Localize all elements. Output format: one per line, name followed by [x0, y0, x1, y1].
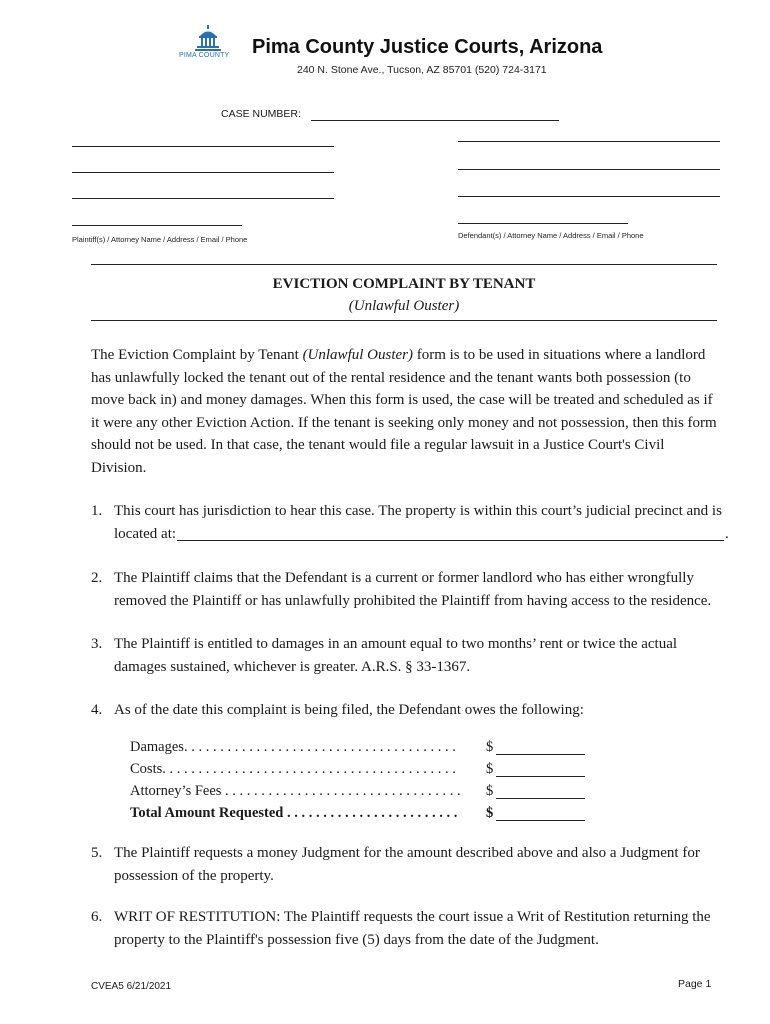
dollar-sign: $ — [486, 805, 494, 821]
dollar-sign: $ — [486, 761, 494, 777]
item-text: damages sustained, whichever is greater. A.R.S. § 33-1367. — [114, 659, 471, 675]
form-id: CVEA5 6/21/2021 — [91, 981, 172, 992]
plaintiff-line[interactable] — [72, 198, 334, 199]
item-text: located at: — [114, 526, 177, 542]
item-number: 5. — [91, 845, 103, 861]
item-text: The Plaintiff requests a money Judgment for the amount described above and also a Judgment for — [114, 845, 700, 861]
property-address-field[interactable] — [177, 540, 724, 541]
item-text: The Plaintiff claims that the Defendant is a current or former landlord who has either wrongfully — [114, 570, 694, 586]
amount-label: Damages. . . . . . . . . . . . . . . . . . . . . . . . . . . . . . . . . . . . . . — [130, 739, 456, 755]
court-logo — [176, 25, 240, 61]
item-number: 3. — [91, 636, 103, 652]
amount-label: Costs. . . . . . . . . . . . . . . . . . . . . . . . . . . . . . . . . . . . . . . . . — [130, 761, 456, 777]
court-address: 240 N. Stone Ave., Tucson, AZ 85701 (520) 724-3171 — [297, 64, 547, 76]
plaintiff-line[interactable] — [72, 146, 334, 147]
page-number: Page 1 — [678, 978, 712, 990]
item-text: possession of the property. — [114, 868, 274, 884]
amount-label: Total Amount Requested . . . . . . . . . . . . . . . . . . . . . . . . — [130, 805, 458, 821]
attorney-fees-amount-field[interactable] — [496, 798, 585, 799]
intro-text: form is to be used in situations where a landlord has unlawfully locked the tenant out of the rental residence and the tenant wants both possession (to move back in) and money damages. When this form is used, the case will be treated and scheduled as if it were any other Eviction Action. If the tenant is seeking only money and not possession, then this form should not be used. In that case, the tenant would file a regular lawsuit in a Justice Court's Civil Division. — [91, 347, 717, 476]
item-text: removed the Plaintiff or has unlawfully prohibited the Plaintiff from having access to the residence. — [114, 593, 712, 609]
court-name: Pima County Justice Courts, Arizona — [252, 36, 603, 58]
damages-amount-field[interactable] — [496, 754, 585, 755]
logo-text: PIMA COUNTY — [179, 52, 230, 59]
intro-italic: (Unlawful Ouster) — [302, 347, 413, 363]
intro-text: The Eviction Complaint by Tenant — [91, 347, 303, 363]
total-amount-field[interactable] — [496, 820, 585, 821]
item-text: As of the date this complaint is being filed, the Defendant owes the following: — [114, 702, 584, 718]
title-rule-bottom — [91, 320, 717, 321]
dollar-sign: $ — [486, 783, 494, 799]
item-number: 1. — [91, 503, 103, 519]
defendant-caption: Defendant(s) / Attorney Name / Address / Email / Phone — [458, 231, 644, 240]
amount-label: Attorney’s Fees . . . . . . . . . . . . . . . . . . . . . . . . . . . . . . . . . — [130, 783, 461, 799]
form-title: EVICTION COMPLAINT BY TENANT — [272, 276, 536, 292]
defendant-line[interactable] — [458, 196, 720, 197]
case-number-field[interactable] — [311, 120, 559, 121]
form-subtitle: (Unlawful Ouster) — [348, 298, 460, 314]
case-number-label: CASE NUMBER: — [221, 108, 301, 120]
intro-paragraph — [91, 344, 721, 479]
dollar-sign: $ — [486, 739, 494, 755]
plaintiff-line[interactable] — [72, 172, 334, 173]
title-rule-top — [91, 264, 717, 265]
defendant-line[interactable] — [458, 141, 720, 142]
item-text: This court has jurisdiction to hear this case. The property is within this court’s judicial precinct and is — [114, 503, 722, 519]
item-number: 4. — [91, 702, 103, 718]
item-text: property to the Plaintiff's possession five (5) days from the date of the Judgment. — [114, 932, 599, 948]
item-text: The Plaintiff is entitled to damages in an amount equal to two months’ rent or twice the actual — [114, 636, 678, 652]
item-number: 2. — [91, 570, 103, 586]
item-text: WRIT OF RESTITUTION: The Plaintiff requests the court issue a Writ of Restitution returning the — [114, 909, 711, 925]
costs-amount-field[interactable] — [496, 776, 585, 777]
courthouse-icon — [176, 25, 240, 53]
plaintiff-caption: Plaintiff(s) / Attorney Name / Address / Email / Phone — [72, 235, 248, 244]
defendant-line[interactable] — [458, 223, 628, 224]
defendant-line[interactable] — [458, 169, 720, 170]
plaintiff-line[interactable] — [72, 225, 242, 226]
item-end-period: . — [725, 526, 729, 542]
item-number: 6. — [91, 909, 103, 925]
